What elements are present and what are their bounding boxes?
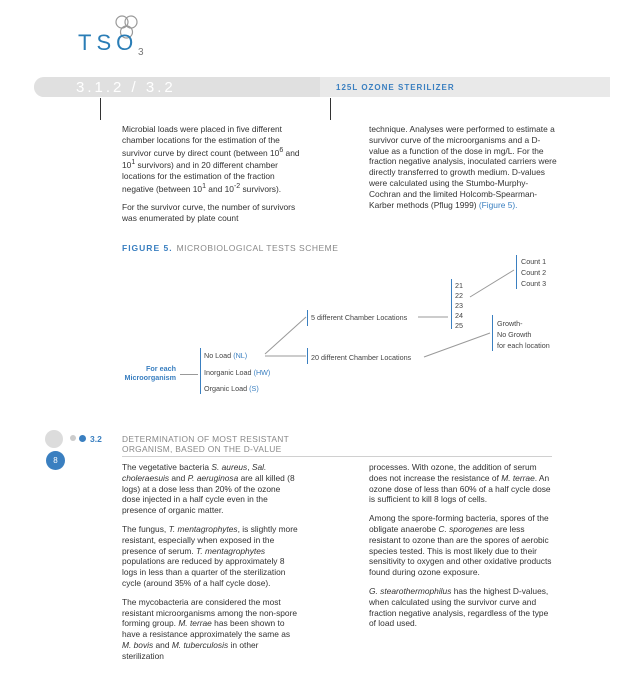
intro-right-column xyxy=(369,124,557,218)
loads-bracket xyxy=(200,348,201,394)
load-organic-text: Organic Load xyxy=(204,384,248,393)
section-left-p3: The mycobacteria are considered the most resistant microorganisms among the non-spore forming group. M. terrae has been shown to have a resistance approximately the same as M. bovis and M. tuberculosis in other sterilization xyxy=(122,596,298,661)
count-item: Count 2 xyxy=(521,268,547,277)
connector-root xyxy=(180,374,198,375)
numbers-bracket xyxy=(451,279,452,329)
section-left-column xyxy=(122,462,300,670)
load-no-load-code: (NL) xyxy=(233,351,248,360)
twenty-locations: 20 different Chamber Locations xyxy=(311,353,412,362)
load-no-load xyxy=(204,351,247,360)
small-gray-dot xyxy=(70,435,76,441)
crop-mark-left xyxy=(100,98,101,120)
count-item: Count 3 xyxy=(521,279,547,288)
intro-left-p1: Microbial loads were placed in five different chamber locations for the estimation of the survivor curve by direct count (between $10^6$ and $10^1$ survivors) and in 20 different chamber locations for the estimation of the fraction negative (between $10^1$ and $10^{-2}$ survivors). xyxy=(122,124,300,194)
section-right-column xyxy=(369,462,553,637)
connector-numbers-to-counts xyxy=(470,270,514,297)
logo-text: TS xyxy=(78,30,117,55)
crop-mark-right xyxy=(330,98,331,120)
section-right-p1: processes. With ozone, the addition of serum does not increase the resistance of M. terrae. An ozone dose of less than 60% of a half cycle dose is sufficient to kill 8 logs of cells. xyxy=(369,462,551,505)
intro-left-p2: For the survivor curve, the number of survivors was enumerated by plate count xyxy=(122,202,296,223)
big-gray-dot xyxy=(45,430,63,448)
load-inorganic-code: (HW) xyxy=(253,368,271,377)
root-line-2: Microorganism xyxy=(124,373,176,382)
number-item: 25 xyxy=(455,321,463,330)
number-item: 22 xyxy=(455,291,463,300)
section-code: 3.1.2 / 3.2 xyxy=(76,79,176,96)
root-label xyxy=(118,364,176,382)
intro-right-p1-text: technique. Analyses were performed to estimate a survivor curve of the microorganisms and a D-value as a function of the dose in mg/L. For the fraction negative analysis, inoculated carriers were directly transferred to growth medium. D-values were calculated using the Stumbo-Murphy-Cochran and the limited Holcomb-Spearman-Karber methods (Pflug 1999) xyxy=(369,124,557,210)
counts-bracket xyxy=(516,255,517,289)
load-inorganic xyxy=(204,368,270,377)
growth-list xyxy=(497,318,550,351)
connector-twenty-to-growth xyxy=(424,333,490,357)
page-number: 8 xyxy=(46,451,65,470)
section-right-p2: Among the spore-forming bacteria, spores of the obligate anaerobe C. sporogenes are less resistant to ozone than are the spores of aerobic species tested. This is most likely due to their sensitivity to oxygen and other oxidative products found during ozone exposure. xyxy=(369,513,552,578)
root-line-1: For each xyxy=(146,364,176,373)
growth-bracket xyxy=(492,315,493,351)
section-number: 3.2 xyxy=(90,434,102,444)
growth-item: for each location xyxy=(497,341,550,350)
section-title xyxy=(122,434,289,454)
figure-title xyxy=(122,243,338,253)
load-inorganic-text: Inorganic Load xyxy=(204,368,252,377)
five-locations-bracket xyxy=(307,310,308,326)
growth-item: Growth- xyxy=(497,319,523,328)
logo-subscript: 3 xyxy=(138,47,144,58)
number-item: 23 xyxy=(455,301,463,310)
section-divider xyxy=(122,456,552,457)
number-item: 21 xyxy=(455,281,463,290)
intro-left-column xyxy=(122,124,308,232)
section-left-p2: The fungus, T. mentagrophytes, is slightly more resistant, especially when exposed in the presence of serum. T. mentagrophytes populations are reduced by approximately 8 logs in less than a quarter of the sterilization cycle (around 35% of a half cycle dose). xyxy=(122,523,298,588)
load-no-load-text: No Load xyxy=(204,351,232,360)
logo: TSO xyxy=(78,30,139,55)
figure-5-link[interactable]: (Figure 5). xyxy=(478,199,518,210)
small-blue-dot xyxy=(79,435,86,442)
section-left-p1: The vegetative bacteria S. aureus, Sal. choleraesuis and P. aeruginosa are all killed (8 logs) at a dose less than 20% of the ozone dose injected in a half cycle even in the presence of organic matter. xyxy=(122,462,295,516)
section-right-p3: G. stearothermophilus has the highest D-values, when calculated using the survivor curve and fraction negative analysis, regardless of the type of load used. xyxy=(369,585,549,629)
product-title: 125L OZONE STERILIZER xyxy=(336,83,455,92)
section-title-line-2: ORGANISM, BASED ON THE D-VALUE xyxy=(122,444,282,454)
connector-to-five xyxy=(265,317,306,354)
twenty-locations-bracket xyxy=(307,348,308,364)
number-item: 24 xyxy=(455,311,463,320)
growth-item: No Growth xyxy=(497,330,532,339)
load-organic-code: (S) xyxy=(249,384,259,393)
numbers-list xyxy=(455,281,463,331)
section-title-line-1: DETERMINATION OF MOST RESISTANT xyxy=(122,434,290,444)
load-organic xyxy=(204,384,259,393)
counts-list xyxy=(521,256,546,289)
count-item: Count 1 xyxy=(521,257,547,266)
figure-label: FIGURE 5. xyxy=(122,243,173,253)
figure-caption: MICROBIOLOGICAL TESTS SCHEME xyxy=(176,243,339,253)
five-locations: 5 different Chamber Locations xyxy=(311,313,408,322)
intro-right-p1 xyxy=(369,124,557,210)
